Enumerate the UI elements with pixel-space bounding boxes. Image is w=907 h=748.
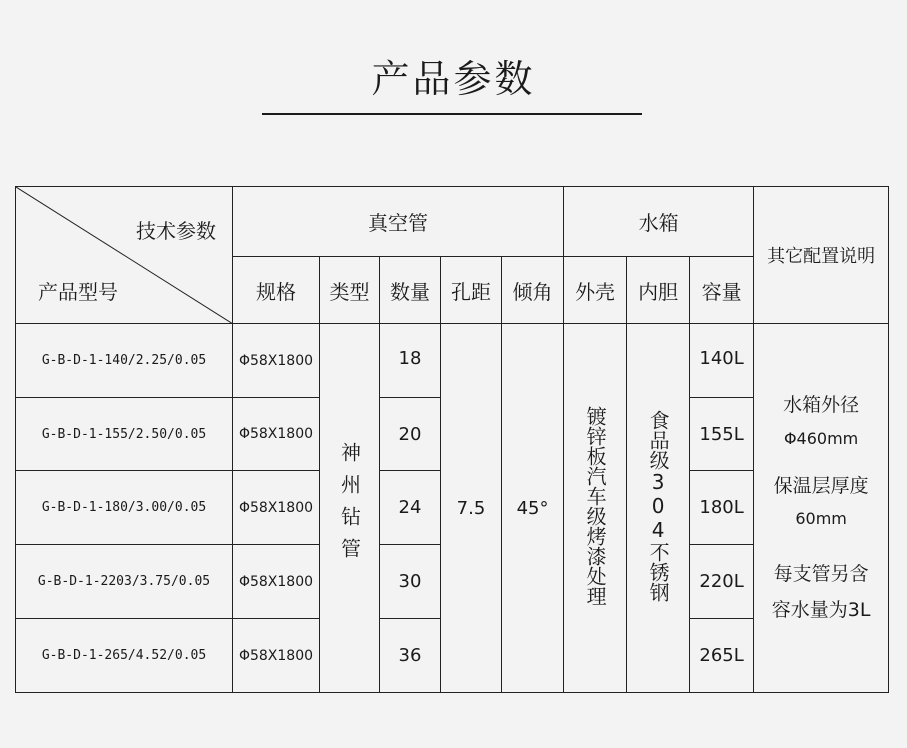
table-row: [16, 324, 889, 398]
col-shell: 外壳: [564, 257, 627, 324]
capacity-cell: 265L: [690, 619, 754, 693]
shell-value: 镀锌板汽车级烤漆处理: [583, 406, 608, 606]
hole-spacing-cell: 7.5: [441, 324, 502, 693]
tube-water-note-2: 容水量为3L: [771, 599, 871, 622]
liner-value: 食品级304不锈钢: [646, 410, 671, 602]
model-cell: G-B-D-1-140/2.25/0.05: [16, 324, 233, 398]
model-cell: G-B-D-1-2203/3.75/0.05: [16, 545, 233, 619]
capacity-cell: 140L: [690, 324, 754, 398]
group-water-tank: 水箱: [564, 187, 754, 257]
capacity-cell: 220L: [690, 545, 754, 619]
tank-diameter-value: Φ460mm: [783, 428, 859, 448]
col-spec: 规格: [233, 257, 320, 324]
model-cell: G-B-D-1-180/3.00/0.05: [16, 471, 233, 545]
tilt-cell: 45°: [502, 324, 564, 693]
type-cell: [320, 324, 380, 693]
insulation-label: 保温层厚度: [773, 474, 869, 497]
insulation-value: 60mm: [795, 509, 847, 528]
col-liner: 内胆: [627, 257, 690, 324]
capacity-cell: 180L: [690, 471, 754, 545]
qty-cell: 36: [380, 619, 441, 693]
model-cell: G-B-D-1-155/2.50/0.05: [16, 398, 233, 471]
col-hole-spacing: 孔距: [441, 257, 502, 324]
title-underline: [262, 113, 642, 115]
col-type: 类型: [320, 257, 380, 324]
spec-cell: Φ58X1800: [233, 471, 320, 545]
capacity-cell: 155L: [690, 398, 754, 471]
shell-cell: [564, 324, 627, 693]
tube-water-note-1: 每支管另含: [773, 563, 869, 586]
liner-cell: [627, 324, 690, 693]
qty-cell: 24: [380, 471, 441, 545]
other-config-cell: [754, 324, 889, 693]
qty-cell: 18: [380, 324, 441, 398]
qty-cell: 20: [380, 398, 441, 471]
page-title: 产品参数: [371, 57, 536, 101]
qty-cell: 30: [380, 545, 441, 619]
group-vacuum-tube: 真空管: [233, 187, 564, 257]
corner-tech-params: 技术参数: [136, 219, 216, 243]
spec-cell: Φ58X1800: [233, 619, 320, 693]
group-other-config: 其它配置说明: [754, 187, 889, 324]
spec-cell: Φ58X1800: [233, 324, 320, 398]
spec-cell: Φ58X1800: [233, 545, 320, 619]
col-tilt: 倾角: [502, 257, 564, 324]
corner-product-model: 产品型号: [38, 280, 118, 304]
col-qty: 数量: [380, 257, 441, 324]
model-cell: G-B-D-1-265/4.52/0.05: [16, 619, 233, 693]
product-params-table: [15, 186, 889, 693]
corner-header-cell: [16, 187, 233, 324]
tank-diameter-label: 水箱外径: [783, 394, 860, 417]
col-capacity: 容量: [690, 257, 754, 324]
spec-cell: Φ58X1800: [233, 398, 320, 471]
type-value: 神州钻管: [337, 442, 362, 570]
